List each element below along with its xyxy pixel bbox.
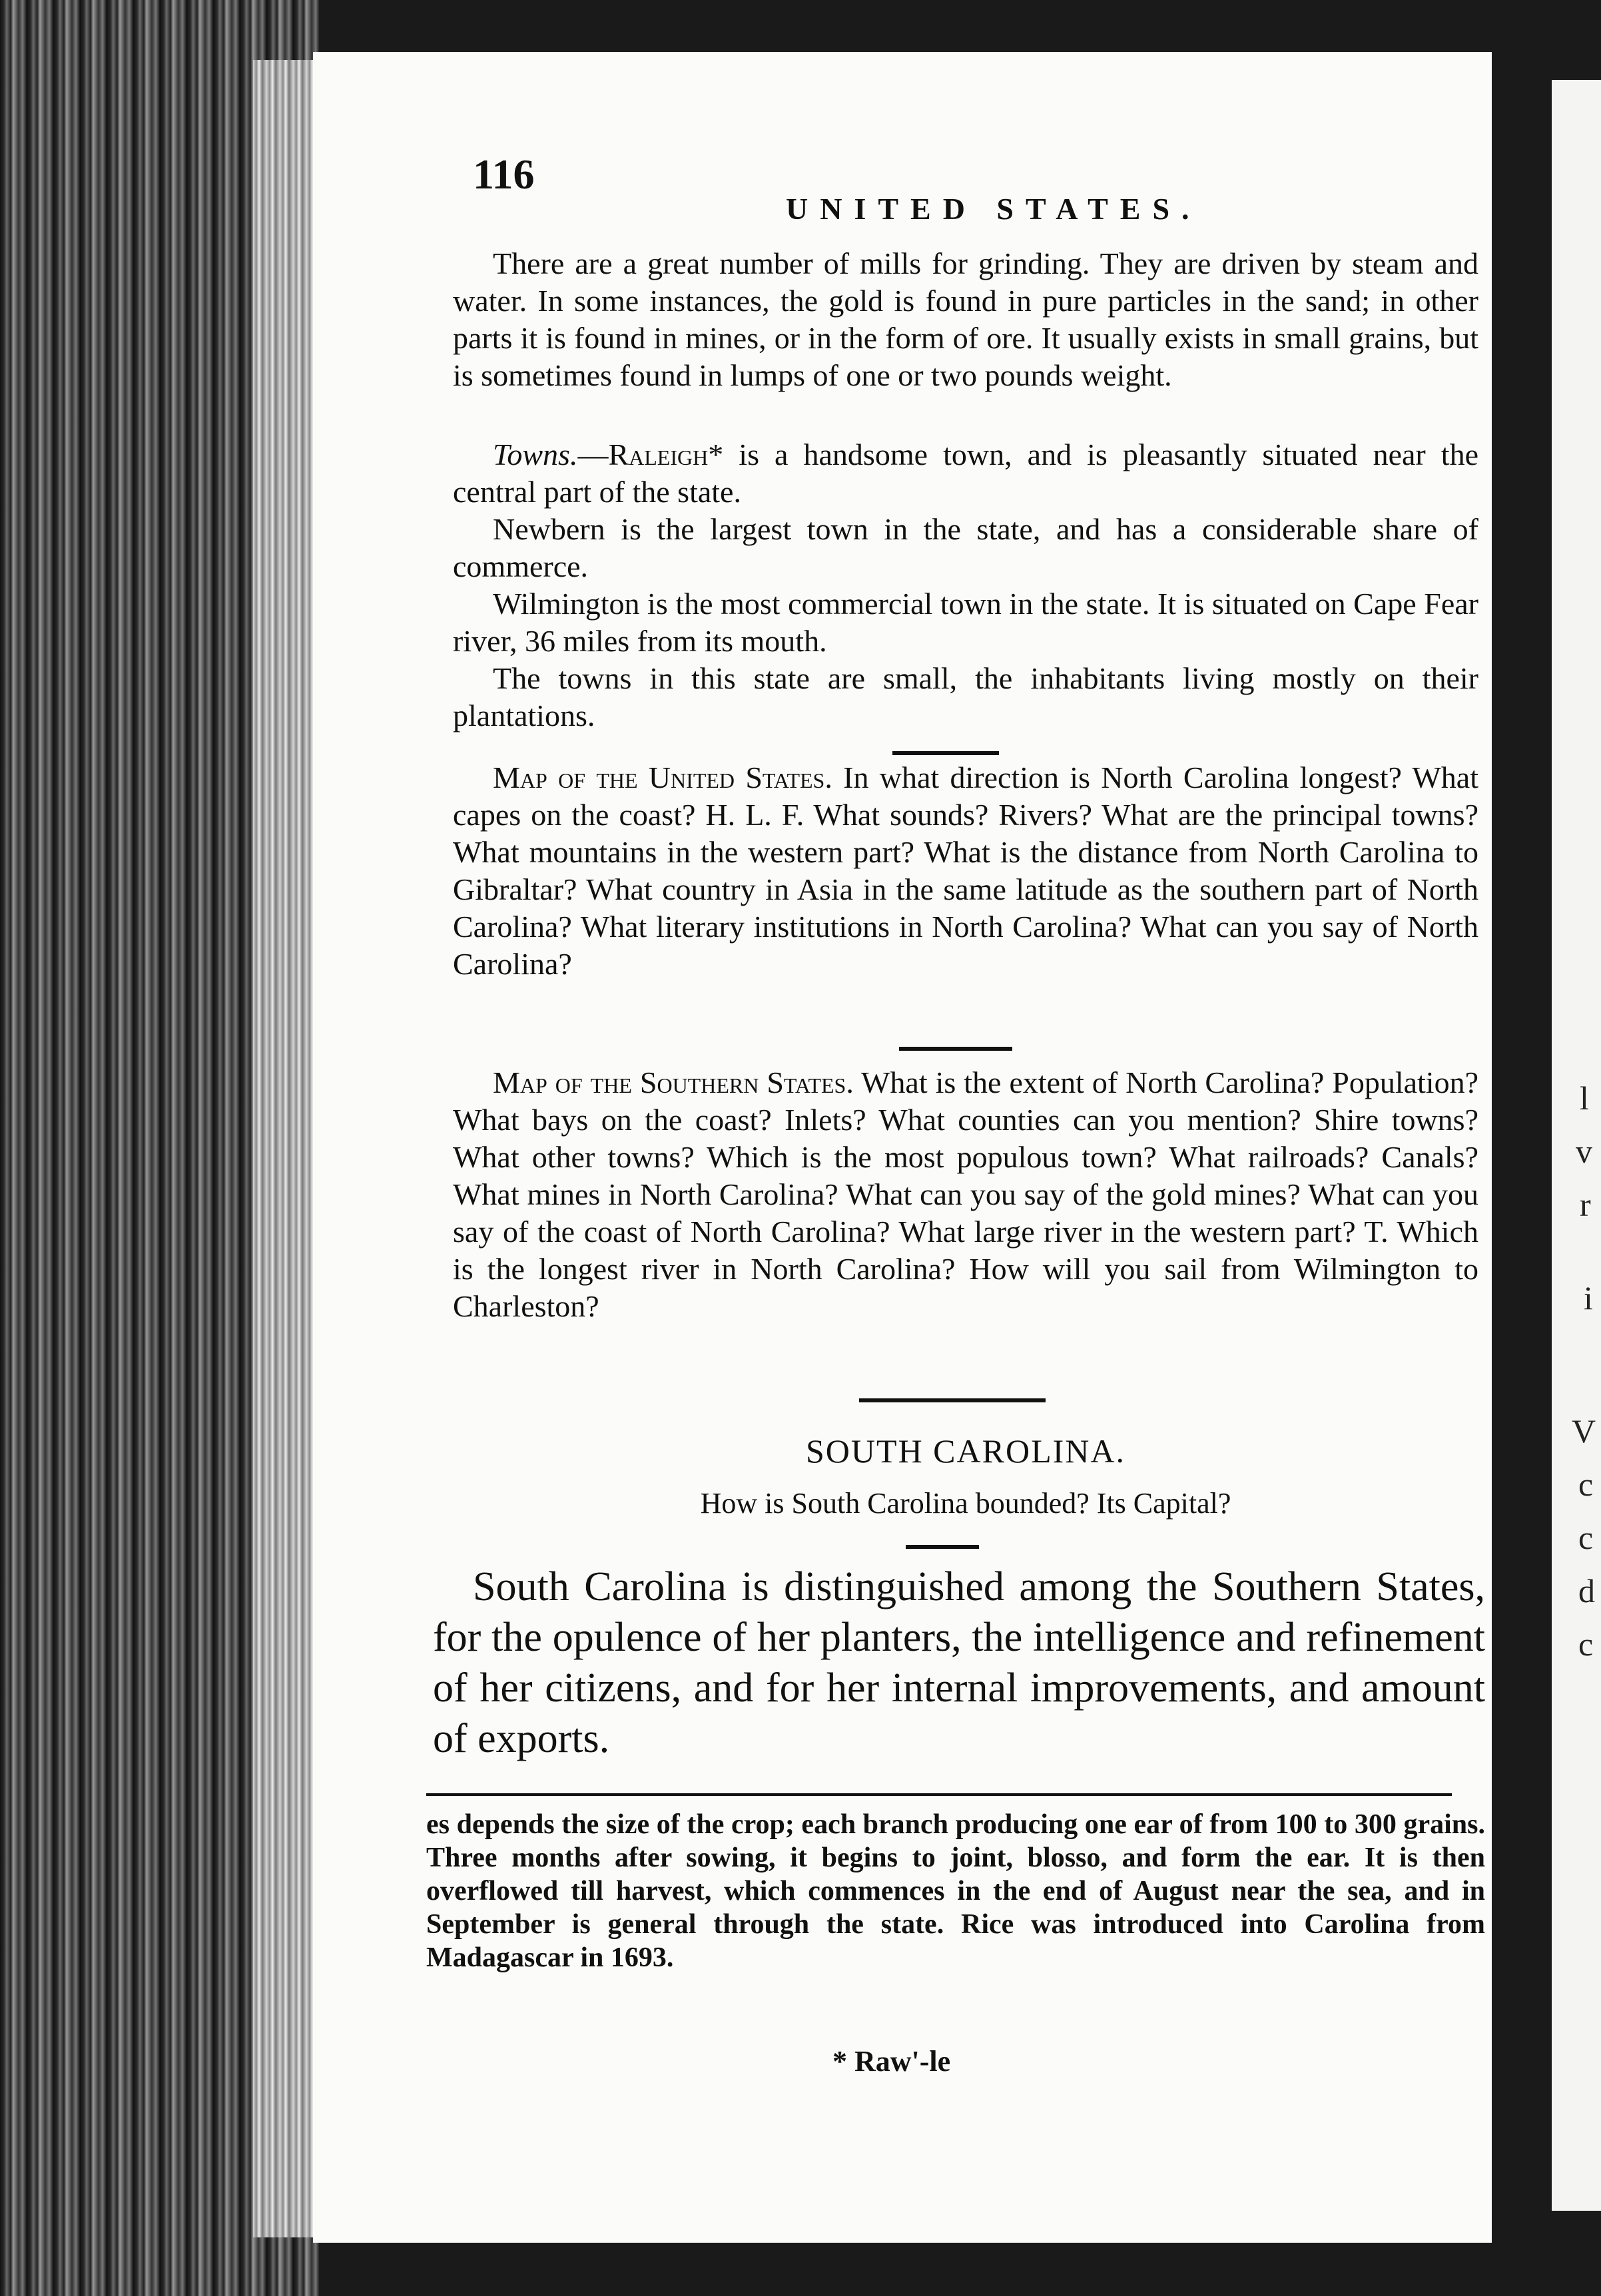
south-carolina-intro: South Carolina is distinguished among the Southern States, for the opulence of her planters, the intelligence and refinement of her citizens, and for her internal improvements, and amount of exports. (433, 1564, 1485, 1761)
section-divider (906, 1545, 979, 1549)
running-head: UNITED STATES. (786, 192, 1201, 226)
page-header (473, 150, 1492, 226)
map-us-paragraph (453, 759, 1478, 983)
map-southern-questions (453, 1064, 1478, 1325)
towns-dash: — (577, 437, 609, 471)
facing-page-fragment: c (1578, 1625, 1594, 1663)
towns-label: Towns. (493, 437, 578, 471)
section-title: SOUTH CAROLINA. (806, 1432, 1125, 1470)
map-us-text: In what direction is North Carolina longest? What capes on the coast? H. L. F. What sounds? Rivers? What are the principal towns? What mountains in the western part? What is the distance from North Carolina to Gibraltar? What country in Asia in the same latitude as the southern part of North Carolina? What literary institutions in North Carolina? What can you say of North Carolina? (453, 760, 1478, 981)
raleigh-name: Raleigh* (608, 437, 724, 471)
section-question: How is South Carolina bounded? Its Capital? (700, 1487, 1231, 1520)
map-us-label: Map of the United States. (493, 760, 832, 794)
raleigh-text: is a handsome town, and is pleasantly situated near the central part of the state. (453, 437, 1478, 509)
facing-page-fragment: c (1578, 1519, 1594, 1556)
footnote-text: es depends the size of the crop; each branch producing one ear of from 100 to 300 grains. Three months after sowing, it begins to joint, blosso, and form the ear. It is then overflowed till harvest, which commences in the end of August near the sea, and in September is general through the state. Rice was introduced into Carolina from Madagascar in 1693. (426, 1809, 1485, 1973)
wilmington-paragraph: Wilmington is the most commercial town in the state. It is situated on Cape Fear river, 36 miles from its mouth. (453, 587, 1478, 658)
facing-page-fragment: v (1576, 1133, 1592, 1170)
facing-page-fragment: d (1578, 1572, 1595, 1609)
footnote-mark: * Raw'-le (832, 2045, 951, 2078)
small-towns-paragraph: The towns in this state are small, the inhabitants living mostly on their plantations. (453, 661, 1478, 732)
raleigh-paragraph (453, 436, 1478, 511)
facing-page-fragment: V (1572, 1412, 1596, 1450)
newbern-paragraph: Newbern is the largest town in the state, and has a considerable share of commerce. (453, 512, 1478, 583)
footnote-rule (426, 1793, 1452, 1796)
section-divider (859, 1398, 1046, 1402)
facing-page-fragment: r (1580, 1186, 1591, 1223)
map-southern-label: Map of the Southern States. (493, 1065, 854, 1099)
map-southern-text: What is the extent of North Carolina? Population? What bays on the coast? Inlets? What counties can you mention? Shire towns? What other towns? Which is the most populous town? What railroads? Canals? What mines in North Carolina? What can you say of the gold mines? What can you say of the coast of North Carolina? What large river in the western part? T. Which is the longest river in North Carolina? How will you sail from Wilmington to Charleston? (453, 1065, 1478, 1323)
facing-page-fragment: i (1584, 1279, 1593, 1316)
facing-page-fragment: c (1578, 1466, 1594, 1503)
towns-section (453, 436, 1478, 734)
page-number: 116 (473, 150, 535, 198)
mills-text: There are a great number of mills for grinding. They are driven by steam and water. In some instances, the gold is found in pure particles in the sand; in other parts it is found in mines, or in the form of ore. It usually exists in small grains, but is sometimes found in lumps of one or two pounds weight. (453, 246, 1478, 392)
facing-page-fragment: l (1580, 1079, 1589, 1117)
map-us-questions (453, 759, 1478, 983)
map-southern-paragraph (453, 1064, 1478, 1325)
mills-paragraph (453, 245, 1478, 394)
section-divider (899, 1047, 1012, 1051)
section-divider (892, 751, 999, 755)
